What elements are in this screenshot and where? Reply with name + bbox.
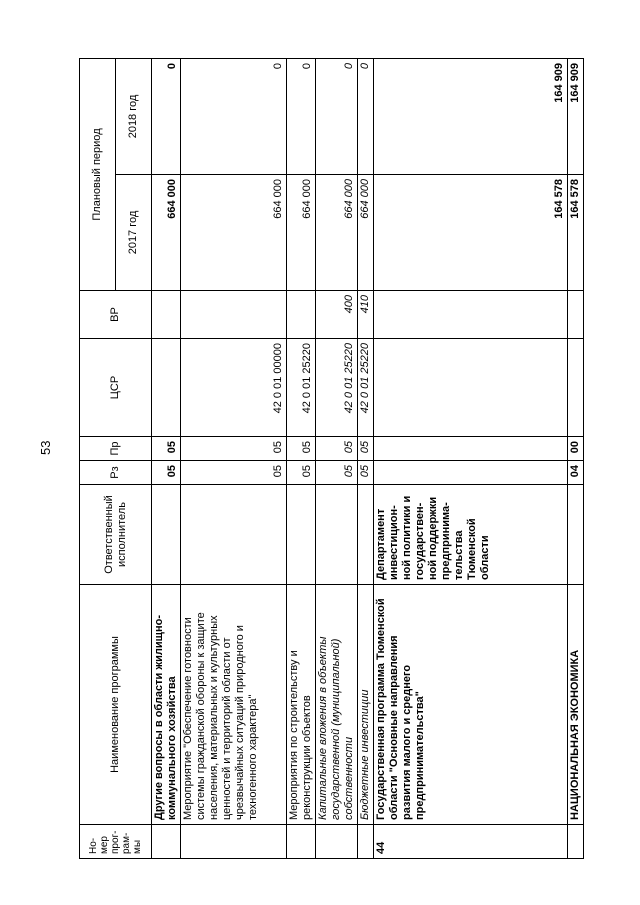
cell-y2017: 664 000 [287,175,316,291]
header-year-2017: 2017 год [116,175,152,291]
cell-exec [358,485,374,585]
header-year-2018: 2018 год [116,59,152,175]
table-row [568,59,584,859]
budget-table [79,58,584,859]
cell-y2017: 664 000 [358,175,374,291]
cell-name: Бюджетные инвестиции [358,585,374,825]
cell-pr: 05 [287,437,316,461]
header-pr: Пр [80,437,152,461]
cell-csr: 42 0 01 00000 [181,339,287,437]
table-row [358,59,374,859]
header-program-name: Наименование программы [80,585,152,825]
cell-exec: Департамент инвестицион-ной политики и государствен-ной поддержки предпринима-тельства Тюменской области [374,485,568,585]
cell-y2018: 0 [316,59,358,175]
cell-rz: 05 [181,461,287,485]
cell-pr: 05 [181,437,287,461]
cell-num [316,825,358,859]
cell-rz: 05 [316,461,358,485]
cell-pr: 05 [358,437,374,461]
cell-y2018: 164 909 [374,59,568,175]
cell-vr: 410 [358,291,374,339]
cell-vr [568,291,584,339]
cell-csr: 42 0 01 25220 [287,339,316,437]
cell-vr [374,291,568,339]
cell-name: НАЦИОНАЛЬНАЯ ЭКОНОМИКА [568,585,584,825]
cell-pr: 05 [316,437,358,461]
cell-exec [152,485,181,585]
cell-y2018: 0 [358,59,374,175]
header-vr: ВР [80,291,152,339]
cell-vr [181,291,287,339]
header-plan-period: Плановый период [80,59,116,291]
cell-vr [152,291,181,339]
cell-rz: 05 [358,461,374,485]
cell-csr [374,339,568,437]
cell-y2018: 164 909 [568,59,584,175]
cell-pr: 05 [152,437,181,461]
rotated-page [79,59,611,859]
cell-exec [568,485,584,585]
cell-rz: 04 [568,461,584,485]
cell-vr [287,291,316,339]
cell-y2017: 664 000 [316,175,358,291]
cell-name: Другие вопросы в области жилищно-коммунального хозяйства [152,585,181,825]
cell-y2018: 0 [287,59,316,175]
cell-y2017: 164 578 [374,175,568,291]
cell-y2017: 664 000 [152,175,181,291]
cell-y2018: 0 [181,59,287,175]
cell-exec [316,485,358,585]
cell-exec [287,485,316,585]
cell-y2018: 0 [152,59,181,175]
table-row [152,59,181,859]
cell-rz: 05 [287,461,316,485]
cell-num: 44 [374,825,568,859]
header-rz: Рз [80,461,152,485]
cell-num [152,825,181,859]
cell-num [287,825,316,859]
cell-csr: 42 0 01 25220 [358,339,374,437]
cell-name: Мероприятия по строительству и реконструкции объектов [287,585,316,825]
table-row [287,59,316,859]
cell-name: Капитальные вложения в объекты государственной (муниципальной) собственности [316,585,358,825]
header-number: Но- мер прог- рам- мы [80,825,152,859]
cell-rz [374,461,568,485]
cell-name: Государственная программа Тюменской области "Основные направления развития малого и среднего предпринимательства" [374,585,568,825]
table-row [374,59,568,859]
table-row [316,59,358,859]
cell-csr [568,339,584,437]
cell-vr: 400 [316,291,358,339]
cell-num [181,825,287,859]
table-row [181,59,287,859]
page-number: 53 [38,440,53,455]
cell-y2017: 164 578 [568,175,584,291]
cell-csr [152,339,181,437]
cell-y2017: 664 000 [181,175,287,291]
cell-pr [374,437,568,461]
header-executor: Ответственный исполнитель [80,485,152,585]
cell-num [358,825,374,859]
cell-pr: 00 [568,437,584,461]
cell-csr: 42 0 01 25220 [316,339,358,437]
cell-num [568,825,584,859]
cell-exec [181,485,287,585]
cell-rz: 05 [152,461,181,485]
header-csr: ЦСР [80,339,152,437]
cell-name: Мероприятие "Обеспечение готовности системы гражданской обороны к защите населения, материальных и культурных ценностей и территорий области от чрезвычайных ситуаций природного и техногенного характера" [181,585,287,825]
